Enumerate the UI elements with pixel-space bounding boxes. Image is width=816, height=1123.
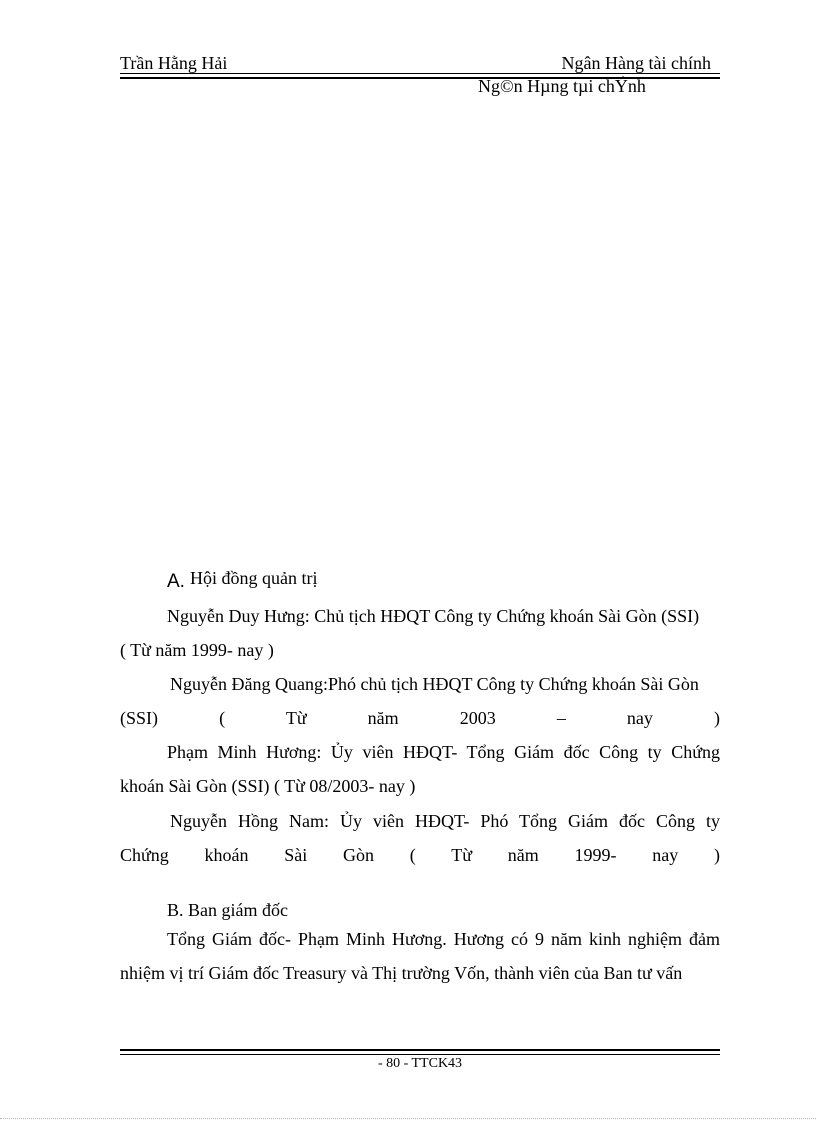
header-subject: Ngân Hàng tài chính [561,53,711,73]
section-a-title: Hội đồng quản trị [189,568,318,588]
section-b-title: B. Ban giám đốc [167,900,288,920]
member-4-line2: Chứng khoán Sài Gòn ( Từ năm 1999- nay ) [120,845,720,865]
member-entry-4 [120,804,720,872]
section-a-heading [167,565,317,592]
header-author: Trần Hằng Hải [120,53,228,73]
member-2-line2: (SSI) ( Từ năm 2003 – nay ) [120,708,720,728]
footer-page-label: - 80 - TTCK43 [377,1056,463,1071]
header-garbled-subject: Ng©n Hµng tµi chÝnh [478,76,646,96]
member-4-line1: Nguyễn Hồng Nam: Ủy viên HĐQT- Phó Tổng Giám đốc Công ty [170,811,720,831]
member-entry-3 [120,735,720,803]
member-3-line1: Phạm Minh Hương: Ủy viên HĐQT- Tổng Giám đốc Công ty Chứng [167,742,720,762]
member-3-line2: khoán Sài Gòn (SSI) ( Từ 08/2003- nay ) [120,776,416,796]
member-entry-2 [120,667,720,735]
header-rule-top [120,73,720,74]
member-1-line1: Nguyễn Duy Hưng: Chủ tịch HĐQT Công ty Chứng khoán Sài Gòn (SSI) [167,606,700,626]
section-b-line1: Tổng Giám đốc- Phạm Minh Hương. Hương có 9 năm kinh nghiệm đảm [167,929,720,949]
section-a-marker: A. [167,571,185,592]
page-bottom-edge [0,1118,816,1120]
section-b-paragraph [120,922,720,990]
member-entry-1 [120,599,720,667]
member-2-line1: Nguyễn Đăng Quang:Phó chủ tịch HĐQT Công ty Chứng khoán Sài Gòn [170,674,699,694]
section-b-line2: nhiệm vị trí Giám đốc Treasury và Thị trường Vốn, thành viên của Ban tư vấn [120,963,683,983]
member-1-line2: ( Từ năm 1999- nay ) [120,640,274,660]
footer-rule-top [120,1049,720,1051]
